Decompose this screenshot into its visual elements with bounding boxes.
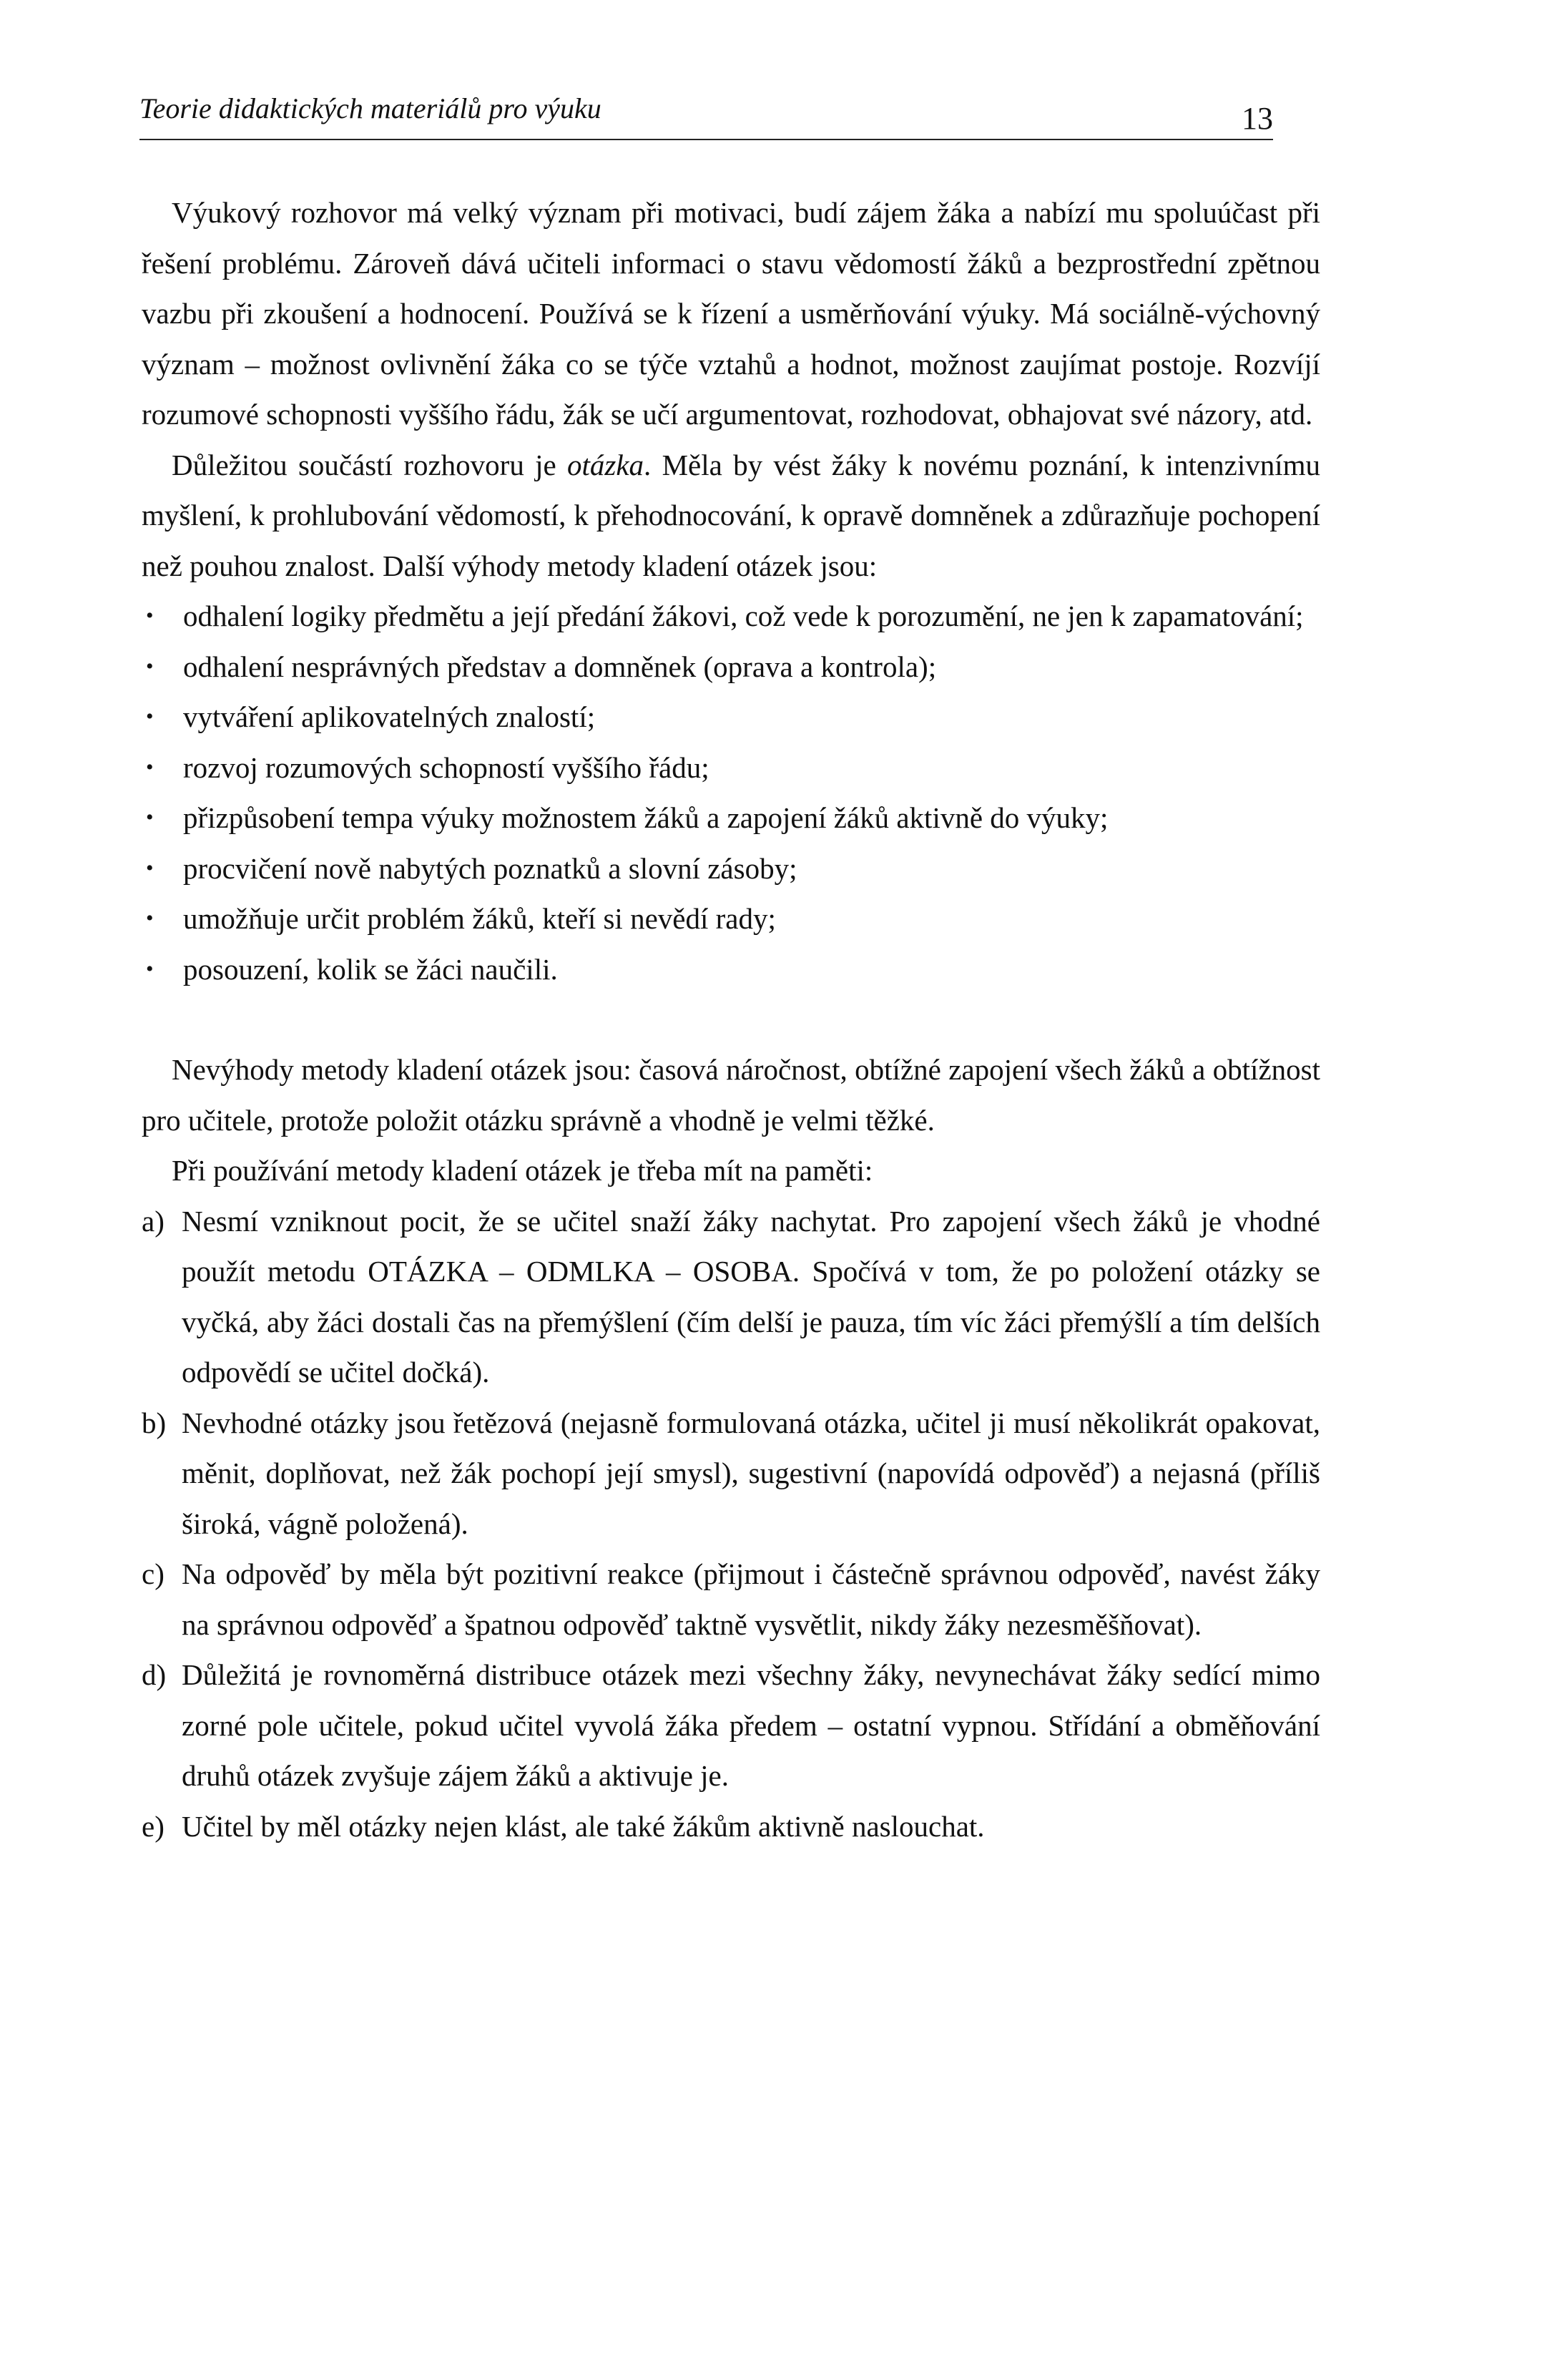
- item-letter: d): [142, 1658, 167, 1691]
- list-item: [142, 944, 1320, 995]
- list-item-text: odhalení logiky předmětu a její předání žákovi, což vede k porozumění, ne jen k zapamatování;: [183, 599, 1304, 632]
- page-header: [139, 87, 1273, 140]
- list-item: [142, 1801, 1320, 1852]
- paragraph-question: [142, 440, 1320, 592]
- list-item: [142, 1549, 1320, 1650]
- list-item: [142, 893, 1320, 944]
- list-item-text: Důležitá je rovnoměrná distribuce otázek mezi všechny žáky, nevynechávat žáky sedící mimo zorné pole učitele, pokud učitel vyvolá žáka předem – ostatní vypnou. Střídání a obměňování druhů otázek zvyšuje zájem žáků a aktivuje je.: [182, 1658, 1320, 1792]
- page-number: 13: [1242, 101, 1273, 136]
- item-letter: b): [142, 1406, 167, 1439]
- list-item: [142, 843, 1320, 894]
- paragraph-question-rest: . Měla by vést žáky k novému poznání, k intenzivnímu myšlení, k prohlubování vědomostí, k přehodnocování, k opravě domněnek a zdůrazňuje pochopení než pouhou znalost. Další výhody metody kladení otázek jsou:: [142, 448, 1320, 582]
- list-item-text: procvičení nově nabytých poznatků a slovní zásoby;: [183, 851, 797, 885]
- list-item-text: Nesmí vzniknout pocit, že se učitel snaží žáky nachytat. Pro zapojení všech žáků je vhodné použít metodu OTÁZKA – ODMLKA – OSOBA. Spočívá v tom, že po položení otázky se vyčká, aby žáci dostali čas na přemýšlení (čím delší je pauza, tím víc žáci přemýšlí a tím delších odpovědí se učitel dočká).: [182, 1204, 1320, 1389]
- bullet-icon: •: [146, 856, 154, 880]
- list-item-text: Na odpověď by měla být pozitivní reakce (přijmout i částečně správnou odpověď, navést žáky na správnou odpověď a špatnou odpověď taktně vysvětlit, nikdy žáky nezesměšňovat).: [182, 1557, 1320, 1641]
- paragraph-question-start: Důležitou součástí rozhovoru je: [172, 448, 567, 481]
- running-title: Teorie didaktických materiálů pro výuku: [139, 92, 601, 124]
- paragraph-intro: Výukový rozhovor má velký význam při motivaci, budí zájem žáka a nabízí mu spoluúčast při řešení problému. Zároveň dává učiteli informaci o stavu vědomostí žáků a bezprostřední zpětnou vazbu při zkoušení a hodnocení. Používá se k řízení a usměrňování výuky. Má sociálně-výchovný význam – možnost ovlivnění žáka co se týče vztahů a hodnot, možnost zaujímat postoje. Rozvíjí rozumové schopnosti vyššího řádu, žák se učí argumentovat, rozhodovat, obhajovat své názory, atd.: [142, 196, 1320, 431]
- list-item: [142, 793, 1320, 843]
- bullet-icon: •: [146, 654, 154, 678]
- advantages-list: [142, 591, 1320, 994]
- list-item-text: rozvoj rozumových schopností vyššího řádu;: [183, 750, 709, 784]
- bullet-icon: •: [146, 755, 154, 779]
- bullet-icon: •: [146, 705, 154, 728]
- list-item: [142, 1650, 1320, 1801]
- list-item-text: odhalení nesprávných představ a domněnek (oprava a kontrola);: [183, 650, 937, 683]
- list-item-text: Učitel by měl otázky nejen klást, ale také žákům aktivně naslouchat.: [182, 1809, 985, 1843]
- item-letter: c): [142, 1557, 164, 1590]
- list-item: [142, 743, 1320, 793]
- list-item-text: přizpůsobení tempa výuky možnostem žáků a zapojení žáků aktivně do výuky;: [183, 801, 1109, 834]
- section-spacer: [142, 994, 1320, 1044]
- list-item: [142, 642, 1320, 692]
- bullet-icon: •: [146, 906, 154, 930]
- list-item: [142, 1196, 1320, 1398]
- bullet-icon: •: [146, 956, 154, 981]
- list-item-text: posouzení, kolik se žáci naučili.: [183, 952, 558, 986]
- page-body: [142, 187, 1320, 1851]
- paragraph-disadvantages: Nevýhody metody kladení otázek jsou: časová náročnost, obtížné zapojení všech žáků a obtížnost pro učitele, protože položit otázku správně a vhodně je velmi těžké.: [142, 1053, 1320, 1137]
- rules-list: [142, 1196, 1320, 1852]
- item-letter: e): [142, 1809, 164, 1843]
- emphasis-question: otázka: [567, 448, 644, 481]
- item-letter: a): [142, 1204, 164, 1238]
- list-item: [142, 591, 1320, 642]
- list-item-text: vytváření aplikovatelných znalostí;: [183, 700, 596, 733]
- paragraph-rules-intro: Při používání metody kladení otázek je třeba mít na paměti:: [172, 1154, 873, 1187]
- bullet-icon: •: [146, 604, 154, 627]
- list-item: [142, 692, 1320, 743]
- bullet-icon: •: [146, 805, 154, 829]
- list-item: [142, 1398, 1320, 1549]
- list-item-text: Nevhodné otázky jsou řetězová (nejasně formulovaná otázka, učitel ji musí několikrát opakovat, měnit, doplňovat, než žák pochopí její smysl), sugestivní (napovídá odpověď) a nejasná (příliš široká, vágně položená).: [182, 1406, 1320, 1540]
- list-item-text: umožňuje určit problém žáků, kteří si nevědí rady;: [183, 902, 776, 935]
